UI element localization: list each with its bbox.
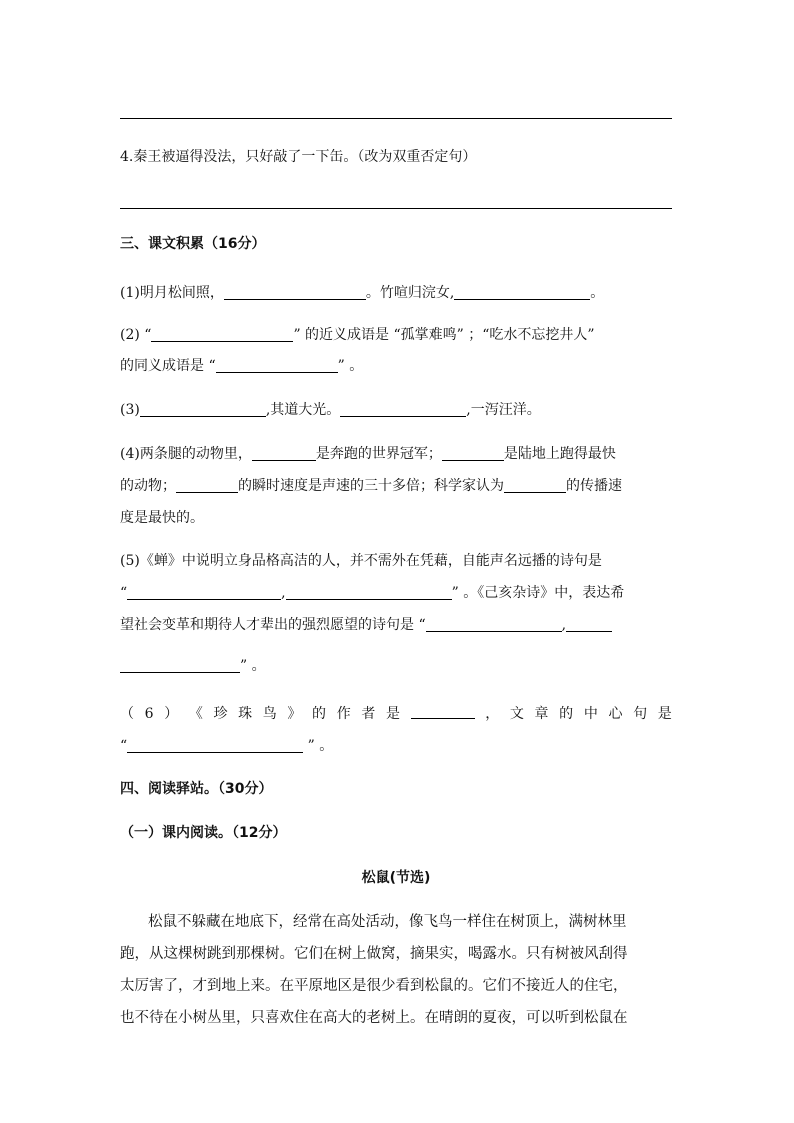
passage-line: 也不待在小树丛里，只喜欢住在高大的老树上。在晴朗的夏夜，可以听到松鼠在 <box>120 1010 628 1026</box>
question-4: 4.秦王被逼得没法，只好敲了一下缶。（改为双重否定句） <box>120 149 477 165</box>
fill-blank[interactable] <box>566 617 612 632</box>
fill-blank[interactable] <box>442 446 504 461</box>
fill-blank[interactable] <box>140 402 266 417</box>
fill-blank[interactable] <box>120 658 240 673</box>
fill-blank[interactable] <box>127 738 303 753</box>
fill-blank[interactable] <box>151 327 293 342</box>
section-4-sub-heading: （一）课内阅读。（12分） <box>120 825 287 841</box>
passage-body <box>120 906 672 1034</box>
passage-title: 松鼠(节选) <box>361 870 431 886</box>
passage-line: 太厉害了，才到地上来。在平原地区是很少看到松鼠的。它们不接近人的住宅， <box>120 978 628 994</box>
answer-line <box>120 118 672 119</box>
fill-blank[interactable] <box>454 285 590 300</box>
item-4-line-2: 的动物； 的瞬时速度是声速的三十多倍；科学家认为 的传播速 <box>120 478 622 494</box>
item-4-line-1: (4)两条腿的动物里， 是奔跑的世界冠军； 是陆地上跑得最快 <box>120 446 616 462</box>
item-2-line-1: (2) “ ” 的近义成语是 “孤掌难鸣” ；“吃水不忘挖井人” <box>120 327 595 343</box>
fill-blank[interactable] <box>426 617 562 632</box>
item-6-line-2: “ ” 。 <box>120 738 334 754</box>
item-2-line-2: 的同义成语是 “ ” 。 <box>120 358 364 374</box>
fill-blank[interactable] <box>127 585 281 600</box>
item-5-line-4: ” 。 <box>120 656 672 676</box>
fill-blank[interactable] <box>252 446 316 461</box>
item-3: (3) ,其道大光。 ,一泻汪洋。 <box>120 402 541 418</box>
passage-line: 跑，从这棵树跳到那棵树。它们在树上做窝，摘果实，喝露水。只有树被风刮得 <box>120 946 628 962</box>
fill-blank[interactable] <box>411 704 475 719</box>
item-6-line-1: （ 6 ） 《 珍 珠 鸟 》 的 作 者 是 ， 文 章 的 中 心 句 是 <box>120 706 672 722</box>
fill-blank[interactable] <box>176 478 238 493</box>
fill-blank[interactable] <box>340 402 466 417</box>
item-4-line-3: 度是最快的。 <box>120 510 204 526</box>
item-5-line-2: “ , ” 。《己亥杂诗》中，表达希 <box>120 585 625 601</box>
fill-blank[interactable] <box>286 585 452 600</box>
answer-line <box>120 208 672 209</box>
item-5-line-3: 望社会变革和期待人才辈出的强烈愿望的诗句是 “ , <box>120 615 672 635</box>
passage-line: 松鼠不躲藏在地底下，经常在高处活动，像飞鸟一样住在树顶上，满树林里 <box>148 914 627 930</box>
fill-blank[interactable] <box>504 478 566 493</box>
section-3-heading: 三、课文积累（16分） <box>120 236 266 252</box>
fill-blank[interactable] <box>216 358 338 373</box>
section-4-heading: 四、阅读驿站。（30分） <box>120 781 273 797</box>
fill-blank[interactable] <box>224 285 366 300</box>
item-1: (1)明月松间照， 。竹喧归浣女, 。 <box>120 285 605 301</box>
item-5-line-1: (5)《蝉》中说明立身品格高洁的人，并不需外在凭藉，自能声名远播的诗句是 <box>120 553 602 569</box>
